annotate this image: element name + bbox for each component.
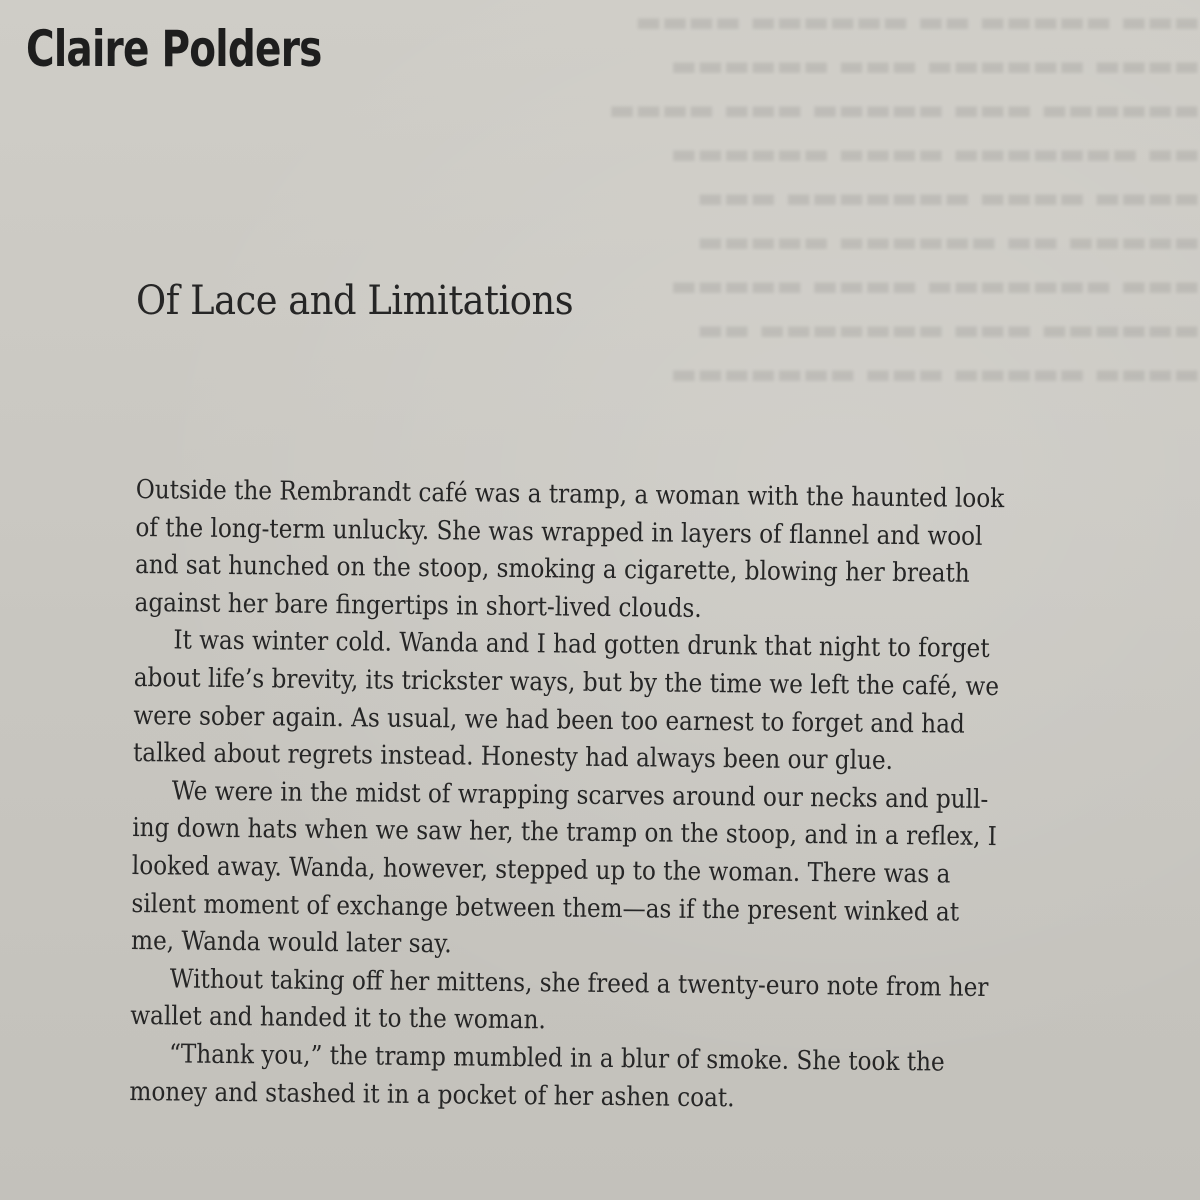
text-line: ing down hats when we saw her, the tramp on the stoop, and in a reflex, I bbox=[132, 813, 998, 853]
text-line: were sober again. As usual, we had been too earnest to forget and had bbox=[133, 700, 965, 740]
text-line: We were in the midst of wrapping scarves around our necks and pull- bbox=[171, 776, 989, 815]
text-line: against her bare fingertips in short-lived clouds. bbox=[134, 587, 702, 624]
text-line: money and stashed it in a pocket of her ashen coat. bbox=[129, 1076, 735, 1113]
text-line: about life’s brevity, its trickster ways, but by the time we left the café, we bbox=[133, 662, 1000, 703]
text-line: looked away. Wanda, however, stepped up to the woman. There was a bbox=[131, 850, 951, 890]
text-line: It was winter cold. Wanda and I had gotten drunk that night to forget bbox=[173, 625, 990, 665]
text-line: “Thank you,” the tramp mumbled in a blur of smoke. She took the bbox=[168, 1039, 945, 1078]
running-header-author: Claire Polders bbox=[26, 20, 322, 78]
text-line: silent moment of exchange between them—as if the present winked at bbox=[131, 888, 960, 928]
text-line: talked about regrets instead. Honesty had always been our glue. bbox=[132, 738, 894, 777]
text-line: and sat hunched on the stoop, smoking a cigarette, blowing her breath bbox=[134, 550, 970, 589]
text-line: Without taking off her mittens, she freed a twenty-euro note from her bbox=[169, 964, 989, 1003]
show-through-texture: ▬▬▬ ▬▬▬▬▬ ▬▬ ▬▬▬▬▬▬ ▬▬▬▬ ▬▬▬▬ ▬▬▬▬▬▬ ▬▬▬ ▬▬▬▬▬▬ ▬▬▬▬▬▬ ▬▬▬ ▬▬▬▬▬ ▬▬▬ ▬▬▬▬ ▬▬ ▬▬▬▬▬▬▬ ▬▬▬▬ ▬▬▬▬▬▬ ▬▬▬▬ ▬▬▬▬ ▬▬▬▬▬▬▬ ▬▬▬ ▬▬▬▬▬ ▬▬ ▬▬▬▬▬▬ ▬▬▬▬▬ ▬▬▬ ▬▬▬▬▬▬▬ ▬▬▬▬ ▬▬▬▬▬ ▬▬▬▬▬▬ ▬▬▬ ▬▬▬▬▬▬▬ ▬▬ ▬▬▬▬ ▬▬▬▬▬ ▬▬▬ ▬▬▬▬▬▬▬ bbox=[608, 5, 1200, 390]
text-line: me, Wanda would later say. bbox=[130, 926, 452, 960]
story-title: Of Lace and Limitations bbox=[136, 278, 574, 324]
text-line: of the long-term unlucky. She was wrapped in layers of flannel and wool bbox=[135, 512, 983, 552]
text-line: Outside the Rembrandt café was a tramp, a woman with the haunted look bbox=[135, 474, 1005, 515]
text-line: wallet and handed it to the woman. bbox=[130, 1001, 546, 1036]
story-body bbox=[129, 472, 1200, 1122]
